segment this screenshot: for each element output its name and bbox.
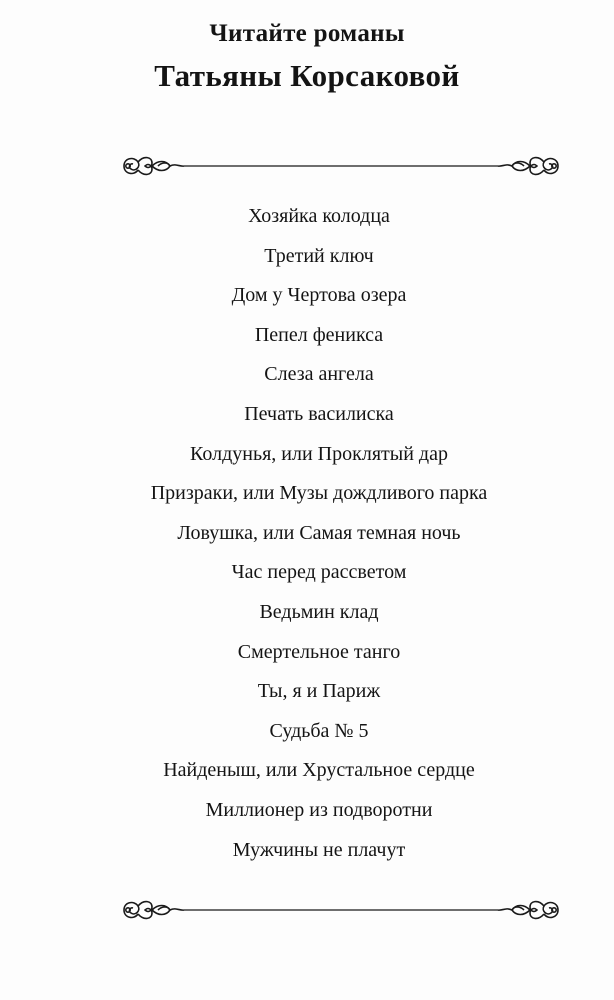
author-name-heading: Татьяны Корсаковой [154, 58, 460, 93]
book-title: Найденыш, или Хрустальное сердце [163, 759, 475, 782]
book-title: Мужчины не плачут [232, 838, 406, 861]
book-title: Ты, я и Париж [257, 680, 381, 703]
book-title: Пепел феникса [254, 323, 384, 346]
right-flourish-icon [498, 158, 558, 175]
book-title: Колдунья, или Проклятый дар [190, 442, 448, 465]
left-flourish-icon [124, 158, 184, 175]
right-flourish-icon [498, 902, 558, 919]
left-flourish-icon [124, 902, 184, 919]
book-title: Призраки, или Музы дождливого парка [150, 482, 488, 505]
book-title: Миллионер из подворотни [205, 798, 433, 821]
book-title: Дом у Чертова озера [231, 284, 407, 307]
book-title: Смертельное танго [237, 640, 401, 663]
book-title: Слеза ангела [264, 363, 374, 386]
book-title: Хозяйка колодца [248, 205, 390, 227]
book-title: Ловушка, или Самая темная ночь [177, 521, 461, 544]
book-title: Печать василиска [244, 402, 394, 425]
book-titles-list [0, 197, 614, 870]
book-title: Судьба № 5 [269, 719, 369, 742]
book-title: Час перед рассветом [231, 561, 407, 584]
bottom-ornamental-divider [118, 895, 564, 925]
top-ornamental-divider [118, 151, 564, 181]
heading-line-1: Читайте романы [209, 20, 405, 47]
book-title: Третий ключ [264, 244, 374, 267]
book-title: Ведьмин клад [259, 600, 379, 623]
